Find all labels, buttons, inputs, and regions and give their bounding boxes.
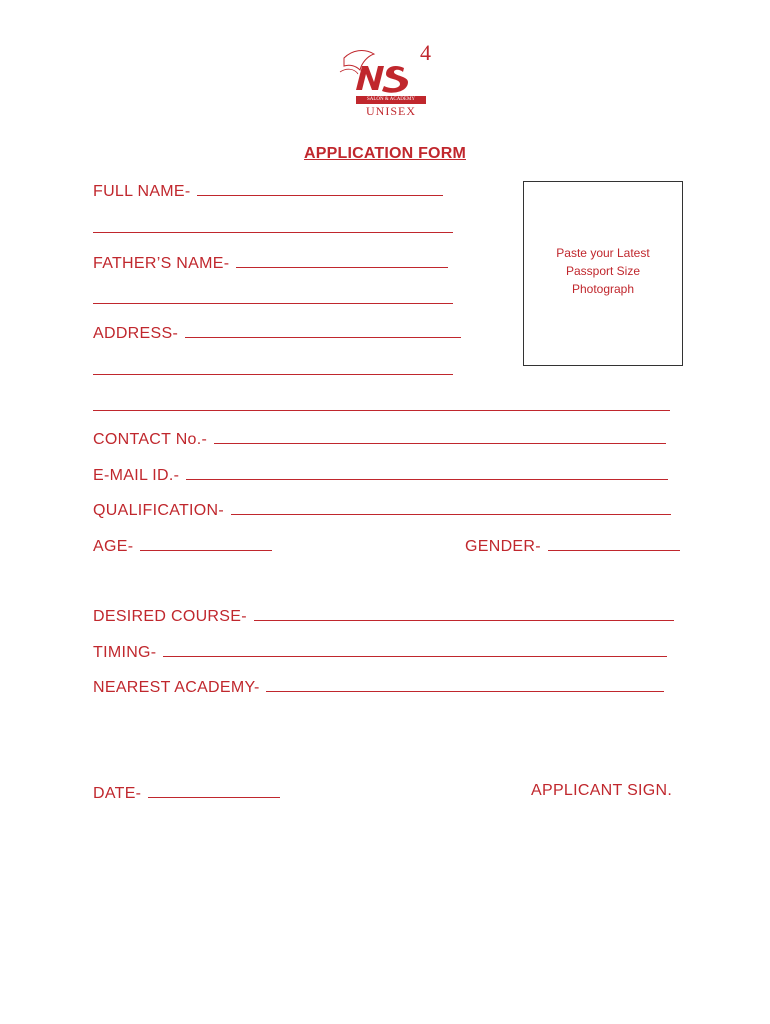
form-title: APPLICATION FORM <box>303 145 466 162</box>
contact-field[interactable] <box>214 428 666 444</box>
timing-field[interactable] <box>163 641 667 657</box>
address-row <box>93 322 461 343</box>
fathers-name-field[interactable] <box>236 252 448 268</box>
date-field[interactable] <box>148 782 280 798</box>
contact-row <box>93 428 666 449</box>
full-name-label: FULL NAME- <box>93 183 191 200</box>
qualification-field[interactable] <box>231 499 671 515</box>
age-row <box>93 535 272 556</box>
passport-photo-box[interactable] <box>523 181 683 366</box>
address-field-line3[interactable] <box>93 410 670 411</box>
email-label: E-MAIL ID.- <box>93 467 180 484</box>
address-field[interactable] <box>185 322 461 338</box>
email-field[interactable] <box>186 464 668 480</box>
fathers-name-row <box>93 252 448 273</box>
email-row <box>93 464 668 485</box>
age-field[interactable] <box>140 535 272 551</box>
qualification-row <box>93 499 671 520</box>
desired-course-label: DESIRED COURSE- <box>93 608 247 625</box>
photo-instruction-line: Photograph <box>571 282 635 296</box>
full-name-row <box>93 180 443 201</box>
academy-logo <box>334 40 434 118</box>
qualification-label: QUALIFICATION- <box>93 502 225 519</box>
nearest-academy-label: NEAREST ACADEMY- <box>93 679 260 696</box>
gender-label: GENDER- <box>465 538 541 555</box>
desired-course-row <box>93 605 674 626</box>
nearest-academy-row <box>93 676 664 697</box>
full-name-field[interactable] <box>197 180 443 196</box>
full-name-field-line2[interactable] <box>93 232 453 233</box>
applicant-sign-label: APPLICANT SIGN. <box>531 782 673 799</box>
logo-tagline: SALON & ACADEMY <box>366 97 416 102</box>
date-row <box>93 782 280 803</box>
desired-course-field[interactable] <box>254 605 674 621</box>
logo-subtitle: UNISEX <box>366 104 416 118</box>
fathers-name-field-line2[interactable] <box>93 303 453 304</box>
photo-instructions <box>524 244 682 298</box>
contact-label: CONTACT No.- <box>93 431 208 448</box>
timing-row <box>93 641 667 662</box>
photo-instruction-line: Paste your Latest <box>556 246 650 260</box>
address-field-line2[interactable] <box>93 374 453 375</box>
photo-instruction-line: Passport Size <box>565 264 641 278</box>
date-label: DATE- <box>93 785 142 802</box>
age-label: AGE- <box>93 538 134 555</box>
nearest-academy-field[interactable] <box>266 676 664 692</box>
gender-field[interactable] <box>548 535 680 551</box>
address-label: ADDRESS- <box>93 325 179 342</box>
fathers-name-label: FATHER’S NAME- <box>93 255 230 272</box>
gender-row <box>465 535 680 556</box>
logo-superscript: 4 <box>420 40 431 65</box>
timing-label: TIMING- <box>93 644 157 661</box>
